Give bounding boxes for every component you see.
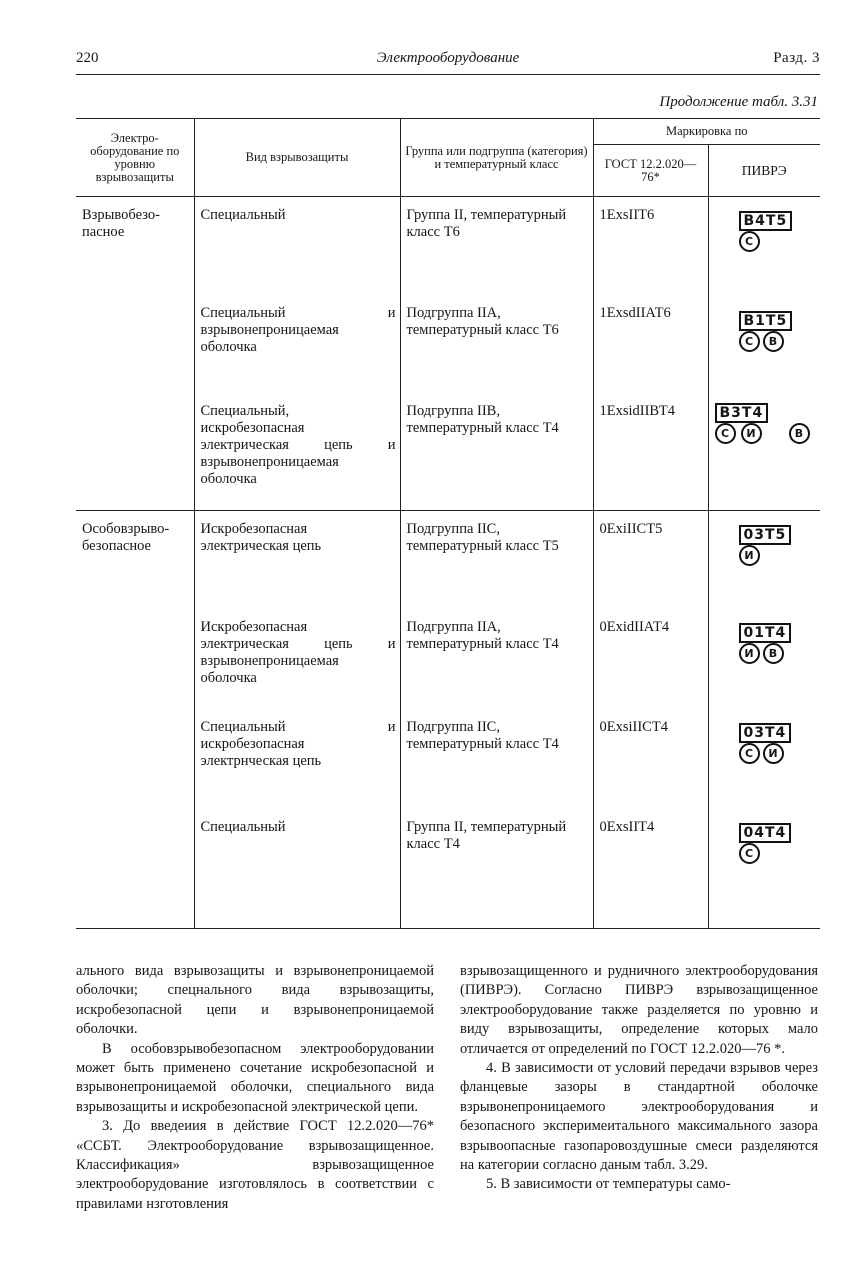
group-cell: Группа II, температурный класс Т4	[400, 809, 593, 929]
level-cell	[76, 709, 194, 809]
table-row	[76, 197, 820, 295]
protection-type-cell: Специальный и искробезопасная электрнческая цепь	[194, 709, 400, 809]
group-cell: Подгруппа IIА, температурный класс Т6	[400, 295, 593, 393]
group-cell: Подгруппа IIС, температурный класс Т5	[400, 511, 593, 609]
gost-marking-cell: 0ExiIIСТ5	[593, 511, 708, 609]
pivre-marking-box: 03Т4	[739, 723, 792, 743]
level-cell: Взрывобезо-пасное	[76, 197, 194, 295]
pivre-marking-circle: С	[739, 843, 760, 864]
group-cell: Подгруппа IIА, температурный класс Т4	[400, 609, 593, 709]
explosion-protection-table	[76, 118, 820, 929]
paragraph: 4. В зависимости от условий передачи взрывов через фланцевые зазоры в стандартной оболочке взрывонепроницаемого электрооборудования и безопасного эксперимеитального максимального зазора взрывоопасные газопаровоздушные смеси разделяются на категории согласно даным табл. 3.29.	[460, 1060, 818, 1174]
header-group: Группа или подгруппа (категория) и температурный класс	[400, 119, 593, 197]
gost-marking-cell: 0ExsIIТ4	[593, 809, 708, 929]
pivre-marking-box: В4Т5	[739, 211, 793, 231]
table-row	[76, 709, 820, 809]
pivre-marking-circle: И	[739, 545, 760, 566]
paragraph: ального вида взрывозащиты и взрывонепроницаемой оболочки; спецнального вида взрывозащиты, искробезопасной цепи и взрывонепроницаемой оболочки.	[76, 963, 434, 1038]
pivre-marking-circle: И	[763, 743, 784, 764]
protection-type-cell: Искробезопасная электрическая цепь	[194, 511, 400, 609]
level-cell	[76, 393, 194, 511]
page-header	[76, 48, 820, 72]
pivre-marking-box: 01Т4	[739, 623, 792, 643]
pivre-marking-cell	[708, 609, 820, 709]
header-protection-type: Вид взрывозащиты	[194, 119, 400, 197]
section-label: Разд. 3	[773, 50, 820, 66]
pivre-marking	[715, 619, 811, 679]
pivre-marking	[715, 819, 811, 879]
protection-type-cell: Искробезопасная электрическая цепь и взрывонепроницаемая оболочка	[194, 609, 400, 709]
gost-marking-cell: 1ExsIIТ6	[593, 197, 708, 295]
table-row	[76, 809, 820, 929]
level-cell	[76, 609, 194, 709]
level-cell	[76, 295, 194, 393]
page-number: 220	[76, 50, 99, 66]
table-row	[76, 511, 820, 609]
pivre-marking-cell	[708, 511, 820, 609]
pivre-marking-circle: И	[741, 423, 762, 444]
pivre-marking-circle: В	[763, 643, 784, 664]
header-level: Электро-оборудование по уровню взрывозащиты	[76, 119, 194, 197]
pivre-marking	[715, 521, 811, 581]
table-row	[76, 609, 820, 709]
group-cell: Подгруппа IIВ, температурный класс Т4	[400, 393, 593, 511]
table-continuation-caption: Продолжение табл. 3.31	[659, 94, 818, 110]
body-text-right-column	[460, 962, 818, 1195]
pivre-marking-circle: С	[739, 231, 760, 252]
pivre-marking	[715, 207, 811, 267]
pivre-marking-circle: С	[739, 331, 760, 352]
protection-type-cell: Специальный	[194, 197, 400, 295]
pivre-marking	[715, 719, 811, 779]
group-cell: Подгруппа IIС, температурный класс Т4	[400, 709, 593, 809]
table-row	[76, 295, 820, 393]
level-cell	[76, 809, 194, 929]
pivre-marking-cell	[708, 393, 820, 511]
paragraph: взрывозащищенного и рудничного электрооборудования (ПИВРЭ). Согласно ПИВРЭ взрывозащищенное электрооборудование также разделяется по уровню и виду взрывозащиты, определение которых мало отличается от определений по ГОСТ 12.2.020—76 *.	[460, 963, 818, 1057]
pivre-marking	[711, 403, 817, 463]
pivre-marking-box: 03Т5	[739, 525, 792, 545]
level-cell: Особовзрыво-безопасное	[76, 511, 194, 609]
header-rule	[76, 74, 820, 75]
header-gost: ГОСТ 12.2.020—76*	[593, 145, 708, 197]
body-text-left-column	[76, 962, 434, 1214]
table-row	[76, 393, 820, 511]
running-title: Электрооборудование	[376, 50, 520, 66]
pivre-marking-box: В3Т4	[715, 403, 769, 423]
header-marking: Маркировка по	[593, 119, 820, 145]
protection-type-cell: Специальный	[194, 809, 400, 929]
pivre-marking-cell	[708, 809, 820, 929]
gost-marking-cell: 0ExsiIIСТ4	[593, 709, 708, 809]
paragraph: В особовзрывобезопасном электрооборудовании может быть применено сочетание искробезопасной и взрывонепроницаемой оболочки, специального вида взрывозащиты и искробезопасной электрической цепи.	[76, 1040, 434, 1115]
paragraph: 3. До введеиия в действие ГОСТ 12.2.020—76* «ССБТ. Электрооборудование взрывозащищенное. Классификация» взрывозащищенное электрооборудование изготовлялось в соответствии с правилами нзготовления	[76, 1118, 434, 1212]
paragraph: 5. В зависимости от температуры само-	[486, 1176, 731, 1193]
protection-type-cell: Специальный, искробезопасная электрическая цепь и взрывонепроницаемая оболочка	[194, 393, 400, 511]
pivre-marking-cell	[708, 295, 820, 393]
pivre-marking-circle: С	[715, 423, 736, 444]
gost-marking-cell: 0ExidIIАТ4	[593, 609, 708, 709]
group-cell: Группа II, температурный класс Т6	[400, 197, 593, 295]
gost-marking-cell: 1ExsdIIАТ6	[593, 295, 708, 393]
pivre-marking-circle: В	[763, 331, 784, 352]
pivre-marking-circle: И	[739, 643, 760, 664]
gost-marking-cell: 1ExsidIIВТ4	[593, 393, 708, 511]
pivre-marking	[715, 305, 811, 365]
pivre-marking-circle: С	[739, 743, 760, 764]
header-pivre: ПИВРЭ	[708, 145, 820, 197]
pivre-marking-cell	[708, 197, 820, 295]
pivre-marking-circle: В	[789, 423, 810, 444]
pivre-marking-box: 04Т4	[739, 823, 792, 843]
pivre-marking-box: В1Т5	[739, 311, 793, 331]
protection-type-cell: Специальный и взрывонепроницаемая оболочка	[194, 295, 400, 393]
pivre-marking-cell	[708, 709, 820, 809]
